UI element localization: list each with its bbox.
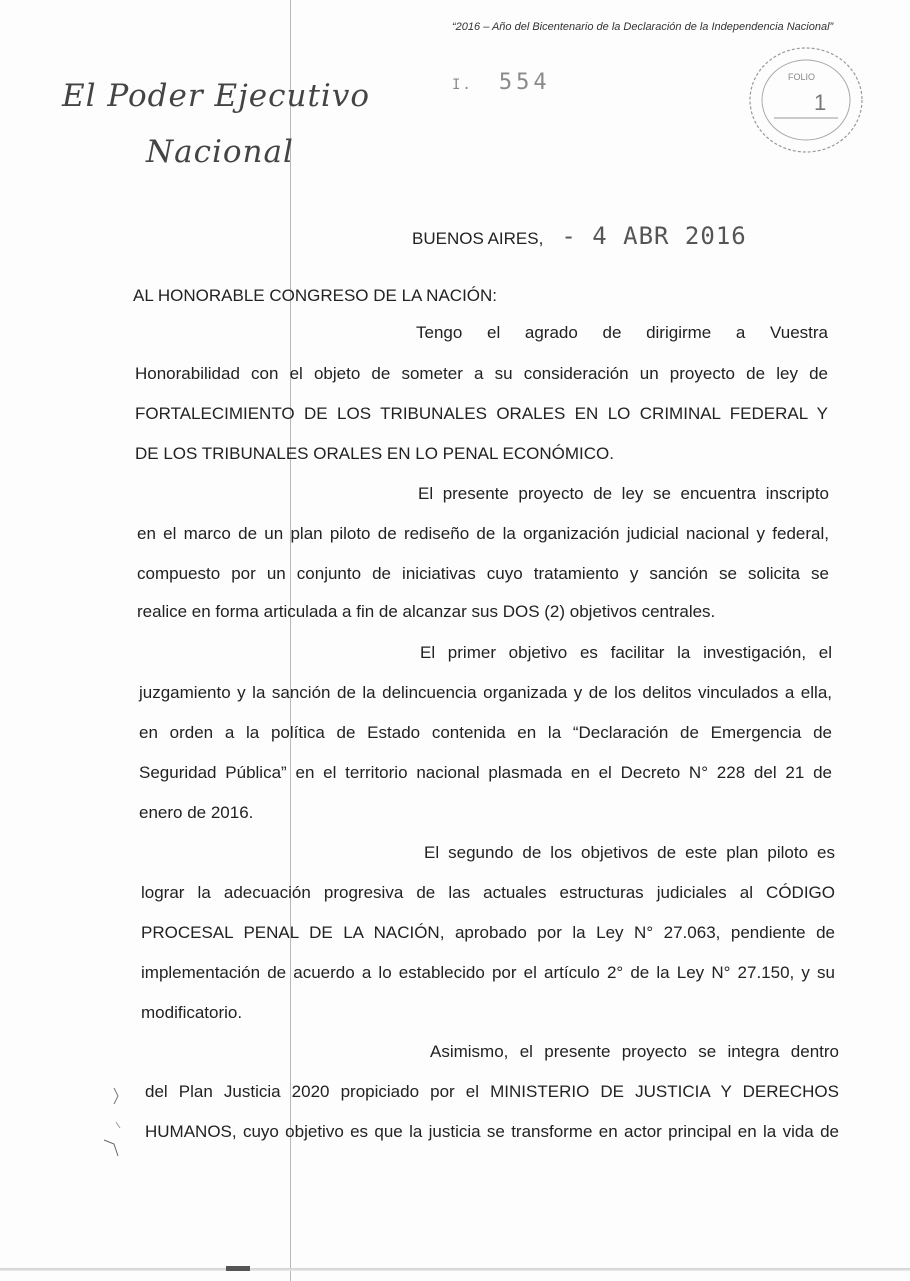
body-line: PROCESAL PENAL DE LA NACIÓN, aprobado por la Ley N° 27.063, pendiente de [141,923,835,942]
seal-label: FOLIO [788,72,816,82]
body-line: Honorabilidad con el objeto de someter a su consideración un proyecto de ley de [135,364,828,383]
addressee: AL HONORABLE CONGRESO DE LA NACIÓN: [133,286,498,305]
letterhead-line-1: El Poder Ejecutivo [62,78,370,114]
scan-bottom-edge [0,1268,910,1271]
margin-pen-marks [100,1082,140,1172]
body-line: Seguridad Pública” en el territorio nacional plasmada en el Decreto N° 228 del 21 de [139,763,832,782]
body-line: en el marco de un plan piloto de rediseño de la organización judicial nacional y federal, [137,524,829,543]
date-label: BUENOS AIRES, [412,229,544,248]
letterhead-line-2: Nacional [146,134,294,170]
body-line: DE LOS TRIBUNALES ORALES EN LO PENAL ECONÓMICO. [135,444,614,463]
body-line: del Plan Justicia 2020 propiciado por el MINISTERIO DE JUSTICIA Y DERECHOS [145,1082,839,1101]
body-line: El segundo de los objetivos de este plan piloto es [424,843,835,862]
document-number-stamp [452,70,551,95]
body-line: modificatorio. [141,1003,243,1022]
body-line: en orden a la política de Estado contenida en la “Declaración de Emergencia de [139,723,832,742]
folio-seal-stamp [746,44,866,156]
seal-folio-number: 1 [814,90,827,115]
poder-ejecutivo-letterhead [62,78,370,178]
year-motto: “2016 – Año del Bicentenario de la Declaración de la Independencia Nacional” [452,21,834,33]
body-line: Asimismo, el presente proyecto se integra dentro [430,1042,839,1061]
body-line: lograr la adecuación progresiva de las actuales estructuras judiciales al CÓDIGO [141,883,835,902]
body-line: El presente proyecto de ley se encuentra inscripto [418,484,829,503]
date-stamp: - 4 ABR 2016 [561,222,747,250]
body-line: implementación de acuerdo a lo establecido por el artículo 2° de la Ley N° 27.150, y su [141,963,835,982]
body-line: juzgamiento y la sanción de la delincuencia organizada y de los delitos vinculados a ella, [139,683,832,702]
document-number-prefix: I. [452,77,473,93]
body-line: Tengo el agrado de dirigirme a Vuestra [416,323,828,342]
body-line: El primer objetivo es facilitar la investigación, el [420,643,832,662]
date-line [412,222,747,250]
document-number: 554 [498,70,551,95]
body-line: HUMANOS, cuyo objetivo es que la justicia se transforme en actor principal en la vida de [145,1122,839,1141]
body-line: enero de 2016. [139,803,254,822]
body-line: FORTALECIMIENTO DE LOS TRIBUNALES ORALES EN LO CRIMINAL FEDERAL Y [135,404,828,423]
body-line: compuesto por un conjunto de iniciativas cuyo tratamiento y sanción se solicita se [137,564,829,583]
body-line: realice en forma articulada a fin de alcanzar sus DOS (2) objetivos centrales. [137,602,716,621]
